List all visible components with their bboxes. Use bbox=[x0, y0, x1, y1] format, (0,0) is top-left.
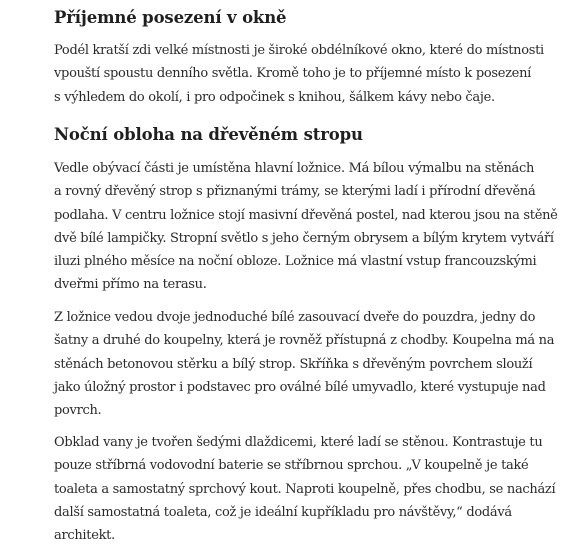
text-line: dveřmi přímo na terasu. bbox=[54, 277, 207, 293]
paragraph-window-seat bbox=[54, 39, 544, 109]
text-line: Z ložnice vedou dvoje jednoduché bílé zasouvací dveře do pouzdra, jedny do bbox=[54, 310, 536, 325]
text-line: pouze stříbrná vodovodní baterie se stříbrnou sprchou. „V koupelně je také bbox=[54, 458, 529, 474]
text-line: architekt. bbox=[54, 528, 115, 544]
text-line: povrch. bbox=[54, 403, 102, 419]
section-heading-window-seat: Příjemné posezení v okně bbox=[54, 8, 287, 27]
text-line: Obklad vany je tvořen šedými dlaždicemi, které ladí se stěnou. Kontrastuje tu bbox=[54, 435, 543, 450]
text-line: stěnách betonovou stěrku a bílý strop. Skříňka s dřevěným povrchem slouží bbox=[54, 356, 533, 372]
text-line: dvě bílé lampičky. Stropní světlo s jeho černým obrysem a bílým krytem vytváří bbox=[54, 230, 554, 246]
paragraph-bath-tiles bbox=[54, 431, 555, 547]
text-line: iluzi plného měsíce na noční obloze. Ložnice má vlastní vstup francouzskými bbox=[54, 254, 537, 270]
text-line: vpouští spoustu denního světla. Kromě toho je to příjemné místo k posezení bbox=[54, 66, 532, 82]
text-line: s výhledem do okolí, i pro odpočinek s knihou, šálkem kávy nebo čaje. bbox=[54, 89, 495, 105]
section-heading-night-sky: Noční obloha na dřevěném stropu bbox=[54, 125, 363, 144]
text-line: Vedle obývací části je umístěna hlavní ložnice. Má bílou výmalbu na stěnách bbox=[54, 161, 535, 176]
text-line: podlaha. V centru ložnice stojí masivní dřevěná postel, nad kterou jsou na stěně bbox=[54, 207, 558, 223]
text-line: jako úložný prostor i podstavec pro oválné bílé umyvadlo, které vystupuje nad bbox=[54, 379, 546, 395]
text-line: Podél kratší zdi velké místnosti je široké obdélníkové okno, které do místnosti bbox=[54, 43, 544, 58]
text-line: šatny a druhé do koupelny, která je rovněž přístupná z chodby. Koupelna má na bbox=[54, 333, 555, 349]
text-line: toaleta a samostatný sprchový kout. Naproti koupelně, přes chodbu, se nachází bbox=[54, 481, 556, 497]
paragraph-bathroom bbox=[54, 306, 554, 422]
paragraph-bedroom bbox=[54, 157, 558, 297]
text-line: a rovný dřevěný strop s přiznanými trámy, se kterými ladí i přírodní dřevěná bbox=[54, 184, 536, 200]
text-line: další samostatná toaleta, což je ideální kupříkladu pro návštěvy,“ dodává bbox=[54, 504, 512, 520]
